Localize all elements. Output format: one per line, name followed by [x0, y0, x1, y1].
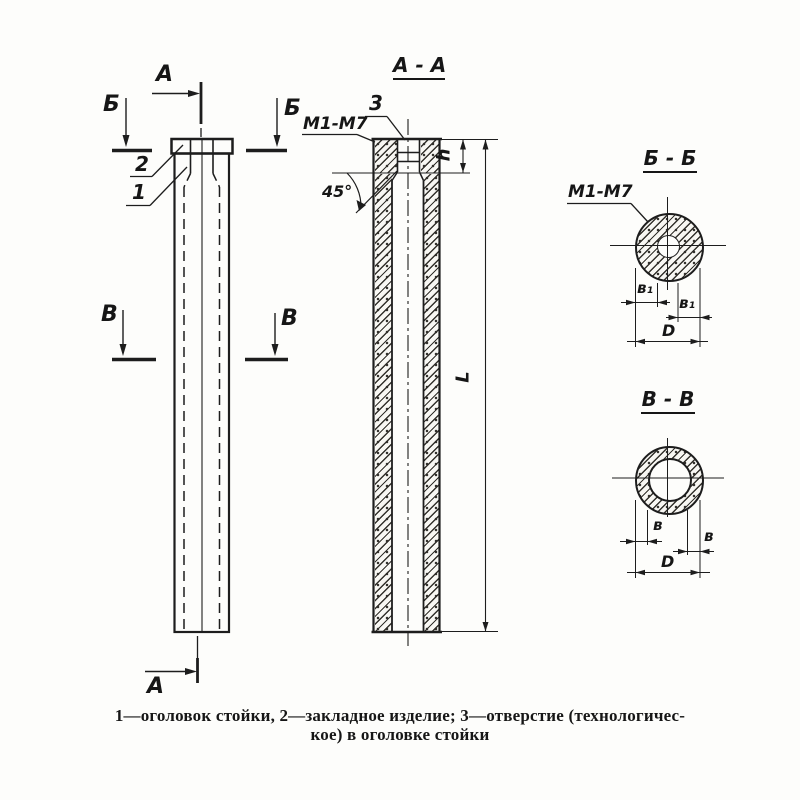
section-aa-title: А - А — [393, 55, 445, 80]
arrowheads — [120, 90, 710, 675]
section-arrow-label-a-top: А — [156, 62, 174, 87]
section-arrow-label-a-bottom: А — [147, 674, 165, 699]
vv-dim-v-right-label: в — [704, 527, 714, 545]
section-arrow-label-v-right: В — [281, 306, 298, 331]
aa-dim-h-label: h — [433, 148, 455, 162]
bb-dim-v1-right-label: в₁ — [679, 294, 696, 312]
callout-2-label: 2 — [135, 152, 149, 176]
caption-line-2: кое) в оголовке стойки — [310, 725, 490, 744]
bb-lines — [567, 197, 726, 347]
bb-dim-d-label: D — [662, 321, 676, 340]
aa-outline — [332, 119, 470, 646]
caption-line-1: 1—оголовок стойки, 2—закладное изделие; 3—отверстие (технологичес- — [114, 706, 686, 725]
figure-caption — [40, 706, 760, 744]
bb-dim-v1-left-label: в₁ — [637, 279, 654, 297]
section-arrow-label-b-right: Б — [284, 96, 301, 121]
section-arrow-label-v-left: В — [101, 302, 118, 327]
vv-dim-v-left-label: в — [653, 516, 663, 534]
callout-1-label: 1 — [132, 180, 146, 204]
vv-dim-d-label: D — [661, 552, 675, 571]
aa-m1m7-label: М1-М7 — [303, 114, 368, 134]
bb-m1m7-label: М1-М7 — [568, 182, 633, 202]
aa-angle-45-label: 45° — [322, 182, 353, 201]
section-bb-title: Б - Б — [643, 148, 697, 173]
aa-dim-l-label: L — [452, 371, 474, 383]
aa-dimensions — [442, 140, 498, 632]
section-vv-title: В - В — [641, 389, 695, 414]
aa-angle-dimension — [347, 171, 397, 213]
callout-3-label: 3 — [369, 91, 383, 115]
section-arrow-label-b-left: Б — [103, 92, 120, 117]
left-view-outline — [172, 139, 233, 632]
